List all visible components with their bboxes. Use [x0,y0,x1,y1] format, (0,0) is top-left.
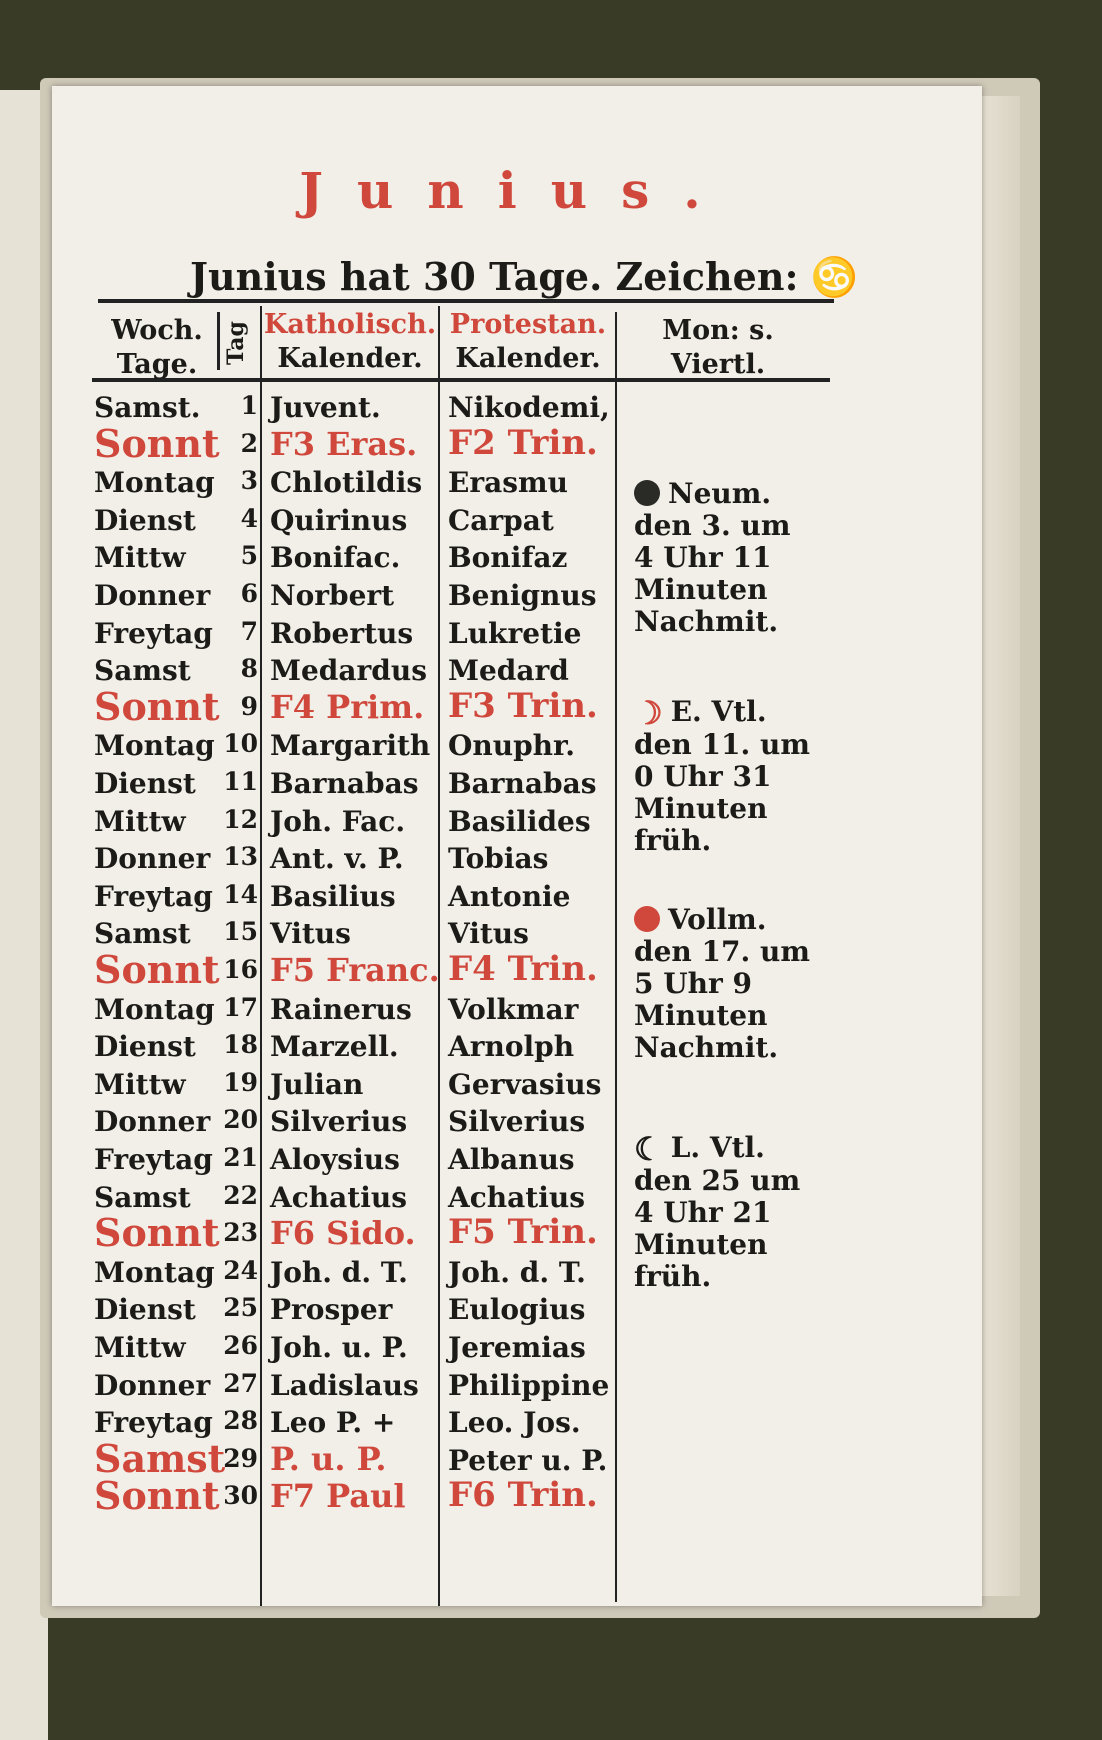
day-number-cell: 26 [223,1331,258,1360]
header-moon [618,314,818,382]
header-tag: Tag [223,321,249,365]
weekday-cell: Montag [94,466,215,500]
protestant-saint-cell: Barnabas [448,767,597,800]
weekday-cell: Samst. [94,391,201,424]
header-catholic [262,308,438,376]
moon-new-icon [634,480,660,506]
weekday-cell: Freytag [94,1406,213,1440]
catholic-saint-cell: Barnabas [270,767,419,800]
catholic-saint-cell: Ladislaus [270,1368,419,1402]
weekday-cell: Mittw [94,804,186,838]
catholic-saint-cell: Rainerus [270,992,412,1026]
header-tage: Tage. [116,349,198,380]
day-number-cell: 20 [223,1105,258,1135]
weekday-cell: Samst [94,654,191,688]
catholic-saint-cell: Quirinus [270,503,408,537]
protestant-saint-cell: Antonie [448,879,571,913]
moon-phase-entry [634,904,824,1064]
protestant-saint-cell: Volkmar [448,992,579,1026]
day-number-cell: 5 [240,541,258,571]
header-weekday [98,314,216,382]
protestant-saint-cell: F2 Trin. [448,422,598,463]
catholic-saint-cell: Ant. v. P. [270,842,404,876]
column-divider [260,306,262,1606]
weekday-cell: Mittw [94,541,186,575]
weekday-cell: Dienst [94,503,196,537]
weekday-cell: Mittw [94,1331,186,1364]
day-number-cell: 24 [223,1255,258,1285]
moon-phase-label: E. Vtl. [670,695,767,728]
day-number-cell: 4 [240,503,258,533]
weekday-cell: Donner [94,579,211,612]
day-number-cell: 28 [223,1406,258,1436]
catholic-saint-cell: Medardus [270,654,427,688]
weekday-cell: Sonnt [94,947,220,992]
weekday-cell: Donner [94,842,211,876]
protestant-saint-cell: Leo. Jos. [448,1406,581,1440]
protestant-saint-cell: Medard [448,654,569,688]
catholic-saint-cell: Basilius [270,879,396,913]
catholic-saint-cell: Marzell. [270,1030,399,1064]
day-number-cell: 22 [223,1180,258,1210]
weekday-cell: Montag [94,1255,215,1289]
protestant-saint-cell: Albanus [448,1143,575,1176]
catholic-saint-cell: Vitus [270,917,351,951]
protestant-saint-cell: Carpat [448,503,554,537]
weekday-cell: Donner [94,1368,211,1402]
catholic-saint-cell: Norbert [270,579,395,612]
weekday-cell: Samst [94,1435,226,1481]
protestant-saint-cell: F3 Trin. [448,685,598,726]
header-viertl: Viertl. [670,349,766,380]
day-number-cell: 27 [223,1368,258,1398]
day-number-cell: 11 [223,767,258,796]
catholic-saint-cell: Margarith [270,729,431,763]
header-woch: Woch. [111,315,203,346]
moon-phase-label: L. Vtl. [670,1131,765,1164]
catholic-saint-cell: Juvent. [270,391,381,424]
header-katholisch: Katholisch. [263,309,437,340]
moon-phase-label: Neum. [668,477,772,510]
header-protestan: Protestan. [449,309,607,340]
day-number-cell: 14 [223,879,258,909]
day-number-cell: 7 [240,616,258,646]
day-number-cell: 17 [223,992,258,1022]
weekday-cell: Samst [94,1180,191,1214]
month-title: Junius. [299,161,735,220]
protestant-saint-cell: Tobias [448,842,549,876]
weekday-cell: Sonnt [94,420,220,466]
month-subtitle [190,254,858,300]
weekday-cell: Freytag [94,879,213,913]
catholic-saint-cell: Chlotildis [270,466,423,500]
protestant-saint-cell: Bonifaz [448,541,568,575]
catholic-saint-cell: Aloysius [270,1143,400,1176]
catholic-saint-cell: F4 Prim. [270,687,425,726]
protestant-saint-cell: Joh. d. T. [448,1255,586,1289]
protestant-saint-cell: Arnolph [448,1030,575,1064]
catholic-saint-cell: Prosper [270,1293,393,1327]
protestant-saint-cell: Onuphr. [448,729,575,763]
header-prot-kalender: Kalender. [455,343,601,374]
day-number-cell: 12 [223,804,258,834]
protestant-saint-cell: F6 Trin. [448,1475,598,1516]
weekday-cell: Sonnt [94,683,220,729]
weekday-cell: Dienst [94,1030,196,1064]
day-number-cell: 15 [223,917,258,947]
protestant-saint-cell: Peter u. P. [448,1443,608,1477]
protestant-saint-cell: Achatius [448,1180,585,1214]
protestant-saint-cell: Benignus [448,579,597,612]
weekday-cell: Sonnt [94,1210,220,1256]
catholic-saint-cell: P. u. P. [270,1439,387,1478]
day-number-cell: 30 [223,1481,258,1511]
weekday-cell: Montag [94,729,215,763]
zodiac-cancer-icon: ♋ [810,254,858,299]
catholic-saint-cell: Joh. u. P. [270,1331,408,1364]
catholic-saint-cell: Joh. d. T. [270,1255,408,1289]
protestant-saint-cell: F4 Trin. [448,949,598,989]
moon-phase-entry [634,1132,824,1293]
weekday-cell: Sonnt [94,1473,220,1519]
protestant-saint-cell: Lukretie [448,616,582,650]
page-fore-edge [980,96,1020,1596]
weekday-cell: Freytag [94,1143,213,1176]
catholic-saint-cell: Julian [270,1067,364,1101]
catholic-saint-cell: Achatius [270,1180,407,1214]
day-number-cell: 19 [223,1067,258,1097]
moon-phase-time: den 17. um 5 Uhr 9 Minuten Nachmit. [634,935,810,1064]
weekday-cell: Samst [94,917,191,951]
weekday-cell: Mittw [94,1067,186,1101]
header-mond: Mon: s. [662,315,774,346]
moon-phase-entry [634,696,824,857]
moon-full-icon [634,906,660,932]
catholic-saint-cell: F5 Franc. [270,951,440,989]
weekday-cell: Montag [94,992,215,1026]
calendar-page [52,86,982,1606]
moon-phase-heading [634,904,824,936]
catholic-saint-cell: Bonifac. [270,541,401,575]
weekday-cell: Dienst [94,1293,196,1327]
column-divider [615,312,617,1602]
month-subtitle-text: Junius hat 30 Tage. Zeichen: [190,254,799,299]
table-top-rule [98,299,834,303]
protestant-saint-cell: Basilides [448,804,591,838]
header-day [219,323,259,365]
catholic-saint-cell: F7 Paul [270,1477,406,1516]
day-number-cell: 10 [223,729,258,759]
day-number-cell: 13 [223,842,258,872]
day-number-cell: 3 [240,466,258,496]
day-number-cell: 8 [240,654,258,684]
moon-phase-heading [634,1130,824,1168]
moon-phase-time: den 25 um 4 Uhr 21 Minuten früh. [634,1164,801,1293]
weekday-cell: Dienst [94,767,196,800]
day-number-cell: 18 [223,1030,258,1060]
protestant-saint-cell: Vitus [448,917,529,951]
catholic-saint-cell: F6 Sido. [270,1214,416,1253]
moon-phase-time: den 3. um 4 Uhr 11 Minuten Nachmit. [634,509,791,638]
protestant-saint-cell: Silverius [448,1105,586,1139]
day-number-cell: 29 [223,1443,258,1473]
header-protestant [440,308,616,376]
moon-phase-heading [634,478,824,510]
day-number-cell: 6 [240,579,258,608]
catholic-saint-cell: F3 Eras. [270,424,418,463]
day-number-cell: 9 [240,691,258,721]
day-number-cell: 21 [223,1143,258,1172]
protestant-saint-cell: F5 Trin. [448,1212,598,1253]
day-number-cell: 1 [240,391,258,420]
day-number-cell: 16 [223,955,258,984]
weekday-cell: Donner [94,1105,211,1139]
day-number-cell: 25 [223,1293,258,1323]
protestant-saint-cell: Erasmu [448,466,568,500]
protestant-saint-cell: Eulogius [448,1293,586,1327]
moon-first-icon: ☽ [634,694,663,732]
moon-phase-label: Vollm. [668,903,767,936]
day-number-cell: 2 [240,428,258,458]
header-kath-kalender: Kalender. [277,343,423,374]
catholic-saint-cell: Robertus [270,616,414,650]
moon-phase-entry [634,478,824,638]
protestant-saint-cell: Nikodemi, [448,391,610,424]
catholic-saint-cell: Joh. Fac. [270,804,406,838]
moon-phase-time: den 11. um 0 Uhr 31 Minuten früh. [634,728,810,857]
catholic-saint-cell: Silverius [270,1105,408,1139]
protestant-saint-cell: Jeremias [448,1331,586,1364]
protestant-saint-cell: Philippine [448,1368,610,1402]
catholic-saint-cell: Leo P. + [270,1406,396,1440]
moon-phase-heading [634,694,824,732]
weekday-cell: Freytag [94,616,213,650]
protestant-saint-cell: Gervasius [448,1067,602,1101]
day-number-cell: 23 [223,1218,258,1248]
moon-last-icon: ☾ [634,1130,663,1168]
